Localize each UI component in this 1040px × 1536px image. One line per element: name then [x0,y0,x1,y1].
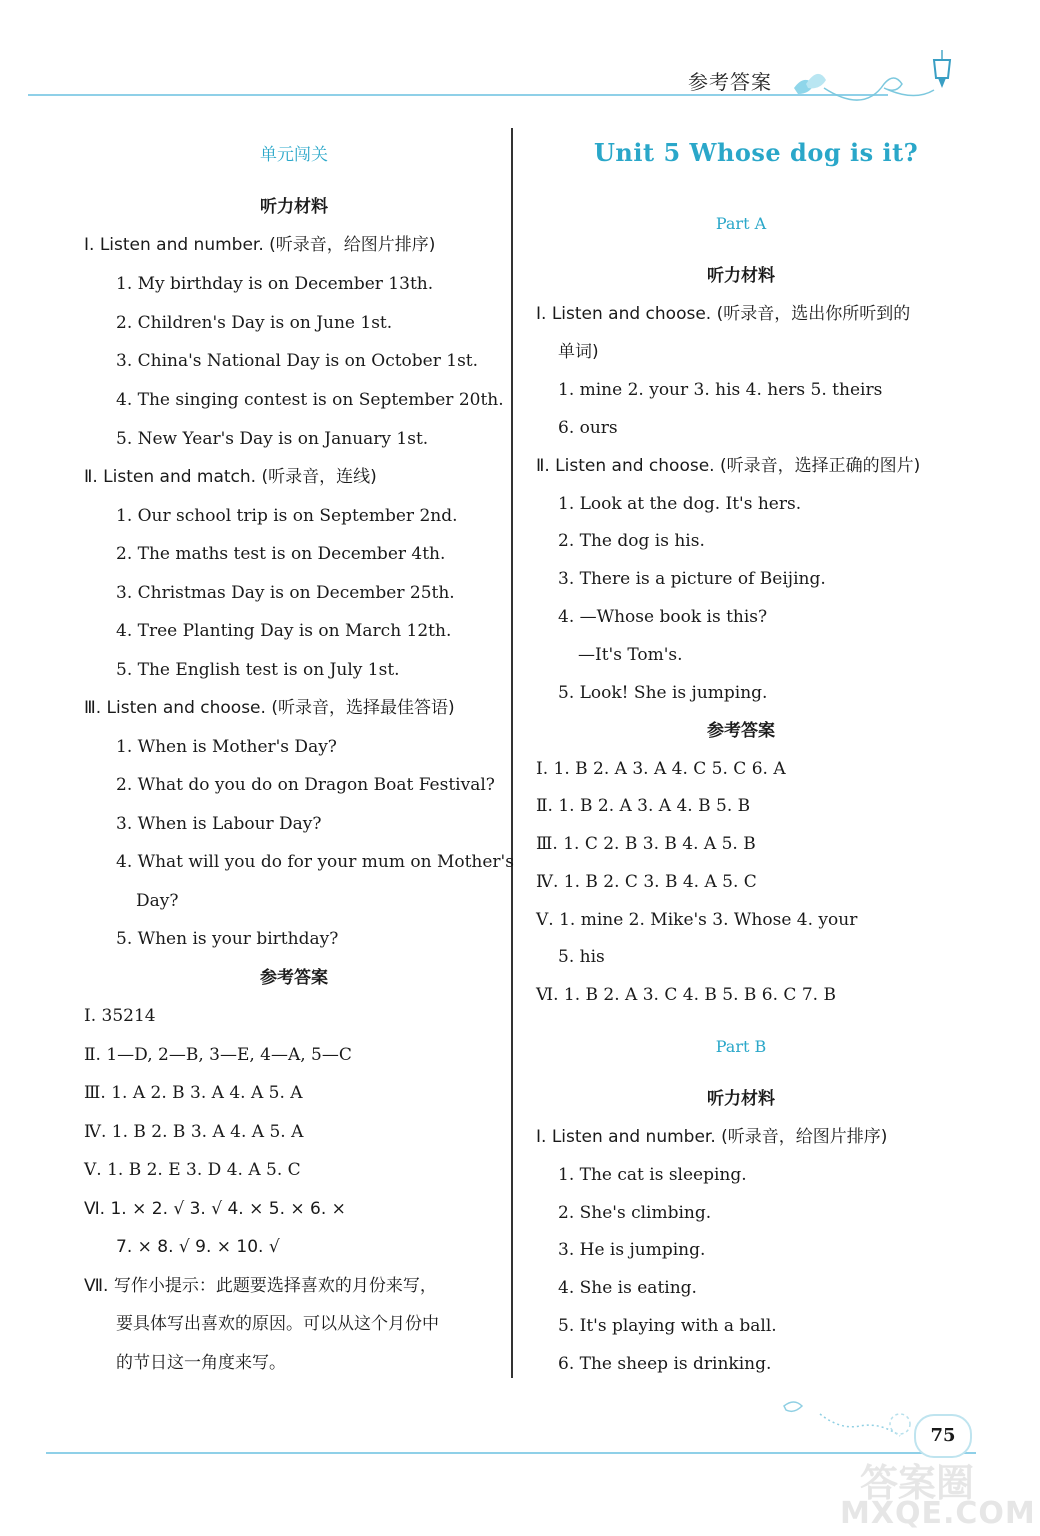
answer-line: Ⅲ. 1. C 2. B 3. B 4. A 5. B [536,834,756,854]
list-item: 1. My birthday is on December 13th. [116,274,434,294]
list-item: 2. What do you do on Dragon Boat Festival? [116,775,495,795]
answer-line: Ⅲ. 1. A 2. B 3. A 4. A 5. A [84,1083,303,1103]
list-item: 2. Children's Day is on June 1st. [116,313,393,333]
list-item: 4. Tree Planting Day is on March 12th. [116,621,452,641]
list-item: —It's Tom's. [578,645,683,665]
page-number: 75 [914,1414,972,1458]
answer-line: Ⅵ. 1. × 2. √ 3. √ 4. × 5. × 6. × [84,1199,346,1219]
list-item: 2. She's climbing. [558,1203,712,1223]
answer-line: 7. × 8. √ 9. × 10. √ [116,1237,280,1257]
section-title: 单元闯关 [260,145,328,165]
answer-line: Ⅵ. 1. B 2. A 3. C 4. B 5. B 6. C 7. B [536,985,836,1005]
answer-line: Ⅳ. 1. B 2. C 3. B 4. A 5. C [536,872,757,892]
answer-line: Ⅰ. 35214 [84,1006,156,1026]
part-b-title: Part B [715,1037,767,1056]
header-title: 参考答案 [688,70,772,94]
list-item: 3. There is a picture of Beijing. [558,569,826,589]
answers-heading: 参考答案 [707,721,775,741]
footer-vine-decoration-icon [780,1396,920,1446]
list-item: 4. The singing contest is on September 20th. [116,390,504,410]
list-item: 1. When is Mother's Day? [116,737,337,757]
watermark-logo [840,1452,1036,1536]
watermark-bottom-text: MXQE.COM [840,1496,1036,1531]
list-item: 3. Christmas Day is on December 25th. [116,583,455,603]
listening-heading: 听力材料 [260,197,328,217]
answer-line: Ⅶ. 写作小提示：此题要选择喜欢的月份来写， [84,1276,437,1296]
list-item: 5. The English test is on July 1st. [116,660,400,680]
q1-heading-cont: 单词) [558,342,599,362]
list-item: 3. China's National Day is on October 1st. [116,351,479,371]
list-item: 1. Our school trip is on September 2nd. [116,506,458,526]
answer-line: Ⅱ. 1—D, 2—B, 3—E, 4—A, 5—C [84,1045,352,1065]
unit-title: Unit 5 Whose dog is it? [594,138,919,167]
footer-rule [46,1452,976,1454]
list-item: 5. When is your birthday? [116,929,339,949]
list-item: Day? [136,891,179,911]
answer-line: 要具体写出喜欢的原因。可以从这个月份中 [116,1314,439,1334]
list-item: 2. The dog is his. [558,531,705,551]
list-item: 4. What will you do for your mum on Mother's [116,852,514,872]
column-divider [511,128,513,1378]
list-item: 4. —Whose book is this? [558,607,768,627]
q1-heading: Ⅰ. Listen and number. (听录音，给图片排序) [84,235,436,255]
answer-line: Ⅳ. 1. B 2. B 3. A 4. A 5. A [84,1122,304,1142]
watermark-top-text: 答案圈 [860,1461,975,1505]
answer-line: Ⅴ. 1. B 2. E 3. D 4. A 5. C [84,1160,301,1180]
list-item: 1. mine 2. your 3. his 4. hers 5. theirs [558,380,883,400]
list-item: 5. New Year's Day is on January 1st. [116,429,429,449]
part-a-title: Part A [715,214,767,233]
list-item: 1. Look at the dog. It's hers. [558,494,802,514]
q2-heading: Ⅱ. Listen and choose. (听录音，选择正确的图片) [536,456,921,476]
answers-heading: 参考答案 [260,968,328,988]
q2-heading: Ⅱ. Listen and match. (听录音，连线) [84,467,377,487]
answer-line: Ⅰ. 1. B 2. A 3. A 4. C 5. C 6. A [536,759,786,779]
list-item: 4. She is eating. [558,1278,697,1298]
list-item: 1. The cat is sleeping. [558,1165,747,1185]
answer-line: Ⅴ. 1. mine 2. Mike's 3. Whose 4. your [536,910,858,930]
list-item: 5. It's playing with a ball. [558,1316,777,1336]
list-item: 6. ours [558,418,618,438]
listening-heading: 听力材料 [707,1089,775,1109]
q3-heading: Ⅲ. Listen and choose. (听录音，选择最佳答语) [84,698,455,718]
answer-line: Ⅱ. 1. B 2. A 3. A 4. B 5. B [536,796,751,816]
list-item: 5. Look! She is jumping. [558,683,768,703]
q1-heading: Ⅰ. Listen and number. (听录音，给图片排序) [536,1127,888,1147]
list-item: 6. The sheep is drinking. [558,1354,772,1374]
list-item: 3. He is jumping. [558,1240,706,1260]
answer-line: 5. his [558,947,605,967]
list-item: 2. The maths test is on December 4th. [116,544,446,564]
list-item: 3. When is Labour Day? [116,814,322,834]
answer-line: 的节日这一角度来写。 [116,1353,286,1373]
butterfly-lantern-decoration-icon [784,44,964,104]
listening-heading: 听力材料 [707,266,775,286]
q1-heading: Ⅰ. Listen and choose. (听录音，选出你所听到的 [536,304,911,324]
